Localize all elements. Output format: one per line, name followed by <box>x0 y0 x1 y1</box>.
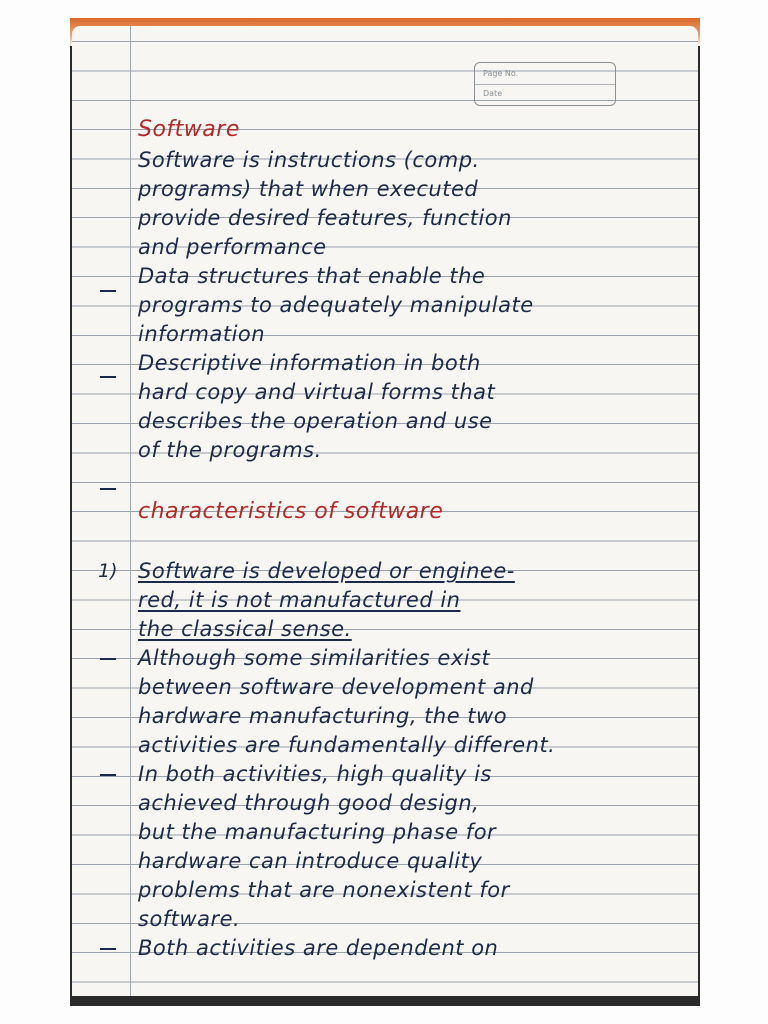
sub-point-line: hardware manufacturing, the two <box>138 704 508 728</box>
sub-point-line: hardware can introduce quality <box>138 849 483 873</box>
point-line: information <box>138 322 266 346</box>
page-number-date-box <box>474 62 616 106</box>
point-line: programs to adequately manipulate <box>138 293 534 317</box>
heading-software: Software <box>138 117 240 142</box>
bullet-dash <box>100 948 116 950</box>
heading-characteristics: characteristics of software <box>138 499 444 524</box>
sub-point-line: software. <box>138 907 241 931</box>
sub-point-line: In both activities, high quality is <box>138 762 492 786</box>
sub-point-line: between software development and <box>138 675 534 699</box>
notebook-page <box>72 26 698 996</box>
characteristic-line: the classical sense. <box>138 617 352 641</box>
bullet-dash <box>100 488 116 490</box>
page-number-label: Page No. <box>483 69 519 78</box>
sub-point-line: problems that are nonexistent for <box>138 878 510 902</box>
definition-line: Software is instructions (comp. <box>138 148 480 172</box>
definition-line: programs) that when executed <box>138 177 479 201</box>
point-line: Descriptive information in both <box>138 351 481 375</box>
sub-point-line: Although some similarities exist <box>138 646 491 670</box>
sub-point-line: activities are fundamentally different. <box>138 733 556 757</box>
point-line: of the programs. <box>138 438 322 462</box>
list-number: 1) <box>98 560 118 582</box>
notebook-photo <box>70 18 700 1006</box>
definition-line: provide desired features, function <box>138 206 512 230</box>
point-line: hard copy and virtual forms that <box>138 380 496 404</box>
date-label: Date <box>483 89 503 98</box>
bullet-dash <box>100 658 116 660</box>
sub-point-line: but the manufacturing phase for <box>138 820 497 844</box>
characteristic-line: red, it is not manufactured in <box>138 588 461 612</box>
sub-point-line: achieved through good design, <box>138 791 480 815</box>
definition-line: and performance <box>138 235 327 259</box>
bullet-dash <box>100 774 116 776</box>
point-line: Data structures that enable the <box>138 264 486 288</box>
characteristic-line: Software is developed or enginee- <box>138 559 515 583</box>
bullet-dash <box>100 290 116 292</box>
bullet-dash <box>100 376 116 378</box>
point-line: describes the operation and use <box>138 409 493 433</box>
margin-line <box>130 26 131 996</box>
sub-point-line: Both activities are dependent on <box>138 936 499 960</box>
